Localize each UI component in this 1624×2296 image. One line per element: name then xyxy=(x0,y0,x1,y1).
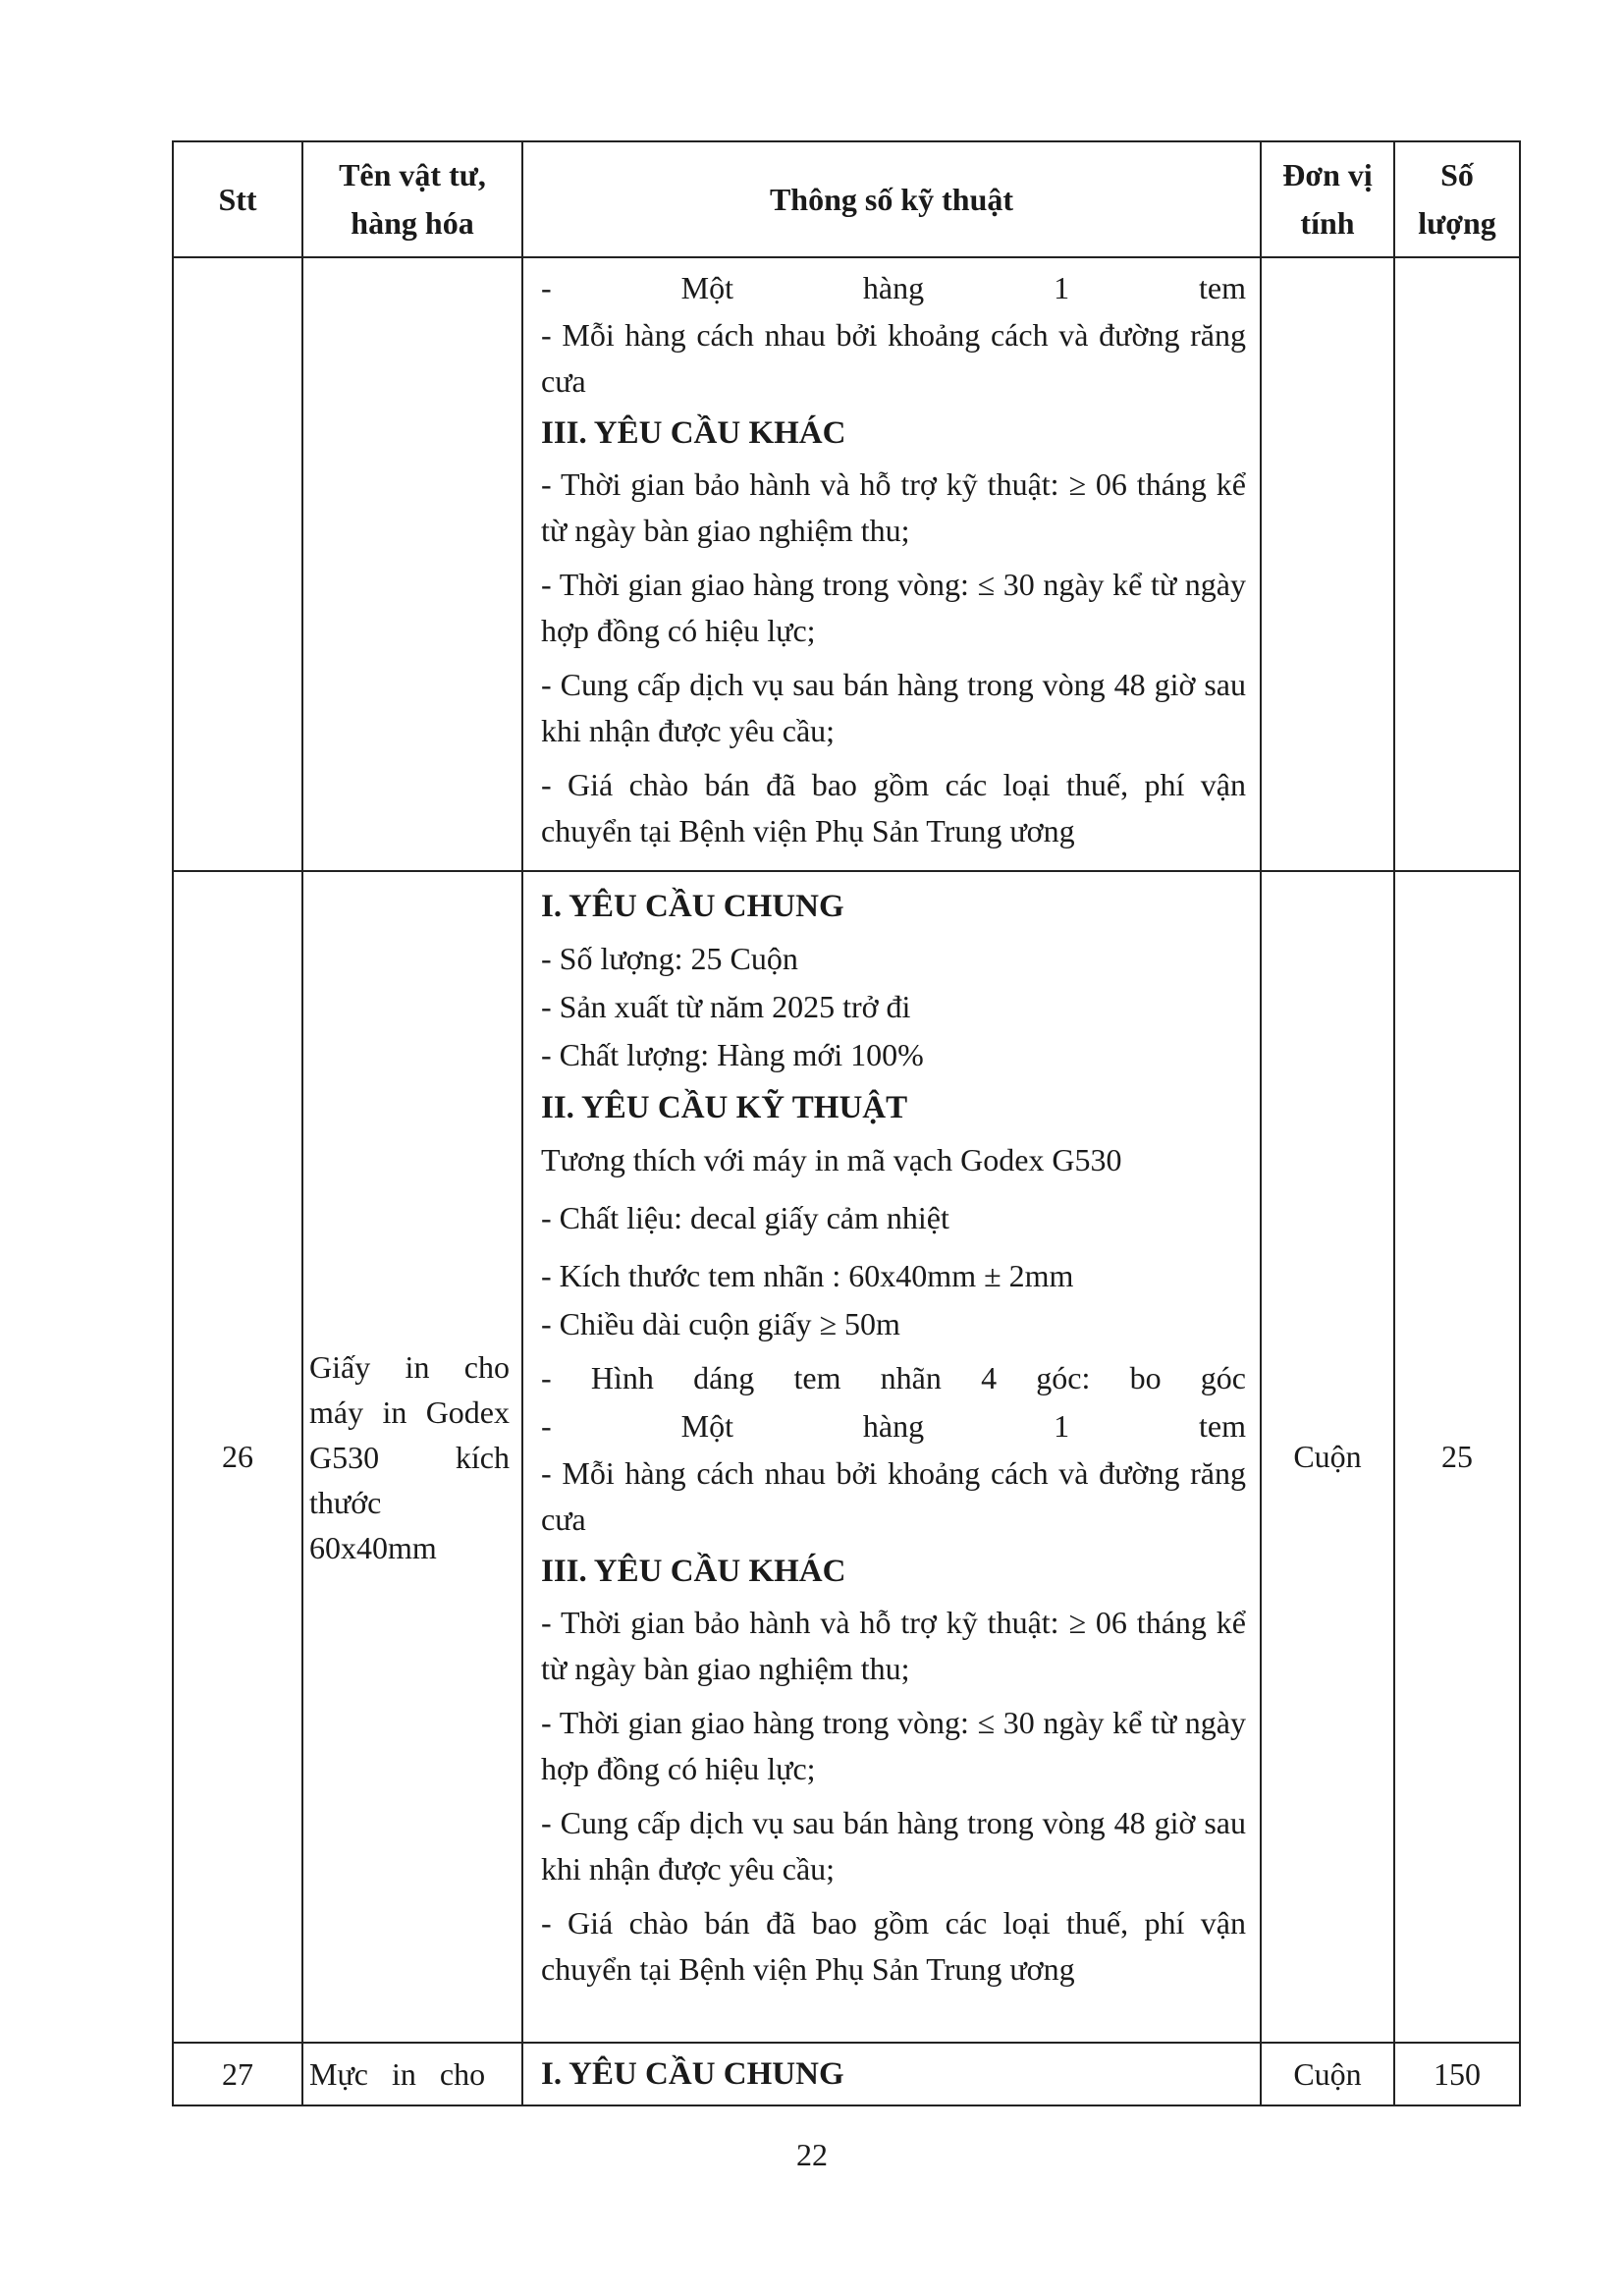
row-name-cell: Giấy in cho máy in Godex G530 kích thước 60x40mm xyxy=(302,871,522,2043)
header-item-name: Tên vật tư, hàng hóa xyxy=(302,141,522,257)
table-row xyxy=(173,257,1520,871)
row-qty-cell: 25 xyxy=(1394,871,1520,2043)
section-heading: I. YÊU CẦU CHUNG xyxy=(541,2056,844,2092)
header-unit: Đơn vị tính xyxy=(1261,141,1394,257)
header-stt: Stt xyxy=(173,141,302,257)
spec-line: - Thời gian giao hàng trong vòng: ≤ 30 ngày kể từ ngày hợp đồng có hiệu lực; xyxy=(541,1705,1246,1786)
spec-line: - Số lượng: 25 Cuộn xyxy=(541,941,798,976)
section-heading: III. YÊU CẦU KHÁC xyxy=(541,1554,846,1589)
spec-line: - Mỗi hàng cách nhau bởi khoảng cách và đường răng cưa xyxy=(541,1455,1246,1537)
spec-line: - Một hàng 1 tem xyxy=(541,270,1246,305)
row-qty-cell: 150 xyxy=(1394,2043,1520,2105)
table-row xyxy=(173,871,1520,2043)
spec-table xyxy=(172,140,1521,2106)
row-stt-cell: 26 xyxy=(173,871,302,2043)
row-spec-cell xyxy=(522,871,1261,2043)
spec-line: - Thời gian bảo hành và hỗ trợ kỹ thuật: ≥ 06 tháng kể từ ngày bàn giao nghiệm thu; xyxy=(541,1605,1246,1686)
row-qty-cell xyxy=(1394,257,1520,871)
spec-line: - Cung cấp dịch vụ sau bán hàng trong vòng 48 giờ sau khi nhận được yêu cầu; xyxy=(541,1805,1246,1886)
row-name-cell xyxy=(302,257,522,871)
spec-line: - Sản xuất từ năm 2025 trở đi xyxy=(541,989,911,1024)
section-heading: II. YÊU CẦU KỸ THUẬT xyxy=(541,1090,908,1125)
spec-line: - Kích thước tem nhãn : 60x40mm ± 2mm xyxy=(541,1258,1074,1293)
row-unit-cell: Cuộn xyxy=(1261,871,1394,2043)
section-heading: III. YÊU CẦU KHÁC xyxy=(541,415,846,451)
spec-line: - Một hàng 1 tem xyxy=(541,1408,1246,1444)
spec-line: Tương thích với máy in mã vạch Godex G530 xyxy=(541,1142,1122,1177)
spec-line: - Chiều dài cuộn giấy ≥ 50m xyxy=(541,1306,900,1341)
row-stt-cell: 27 xyxy=(173,2043,302,2105)
table-row xyxy=(173,2043,1520,2105)
row-name-cell: Mực in cho xyxy=(302,2043,522,2105)
header-quantity: Số lượng xyxy=(1394,141,1520,257)
row-unit-cell xyxy=(1261,257,1394,871)
row-spec-cell xyxy=(522,2043,1261,2105)
spec-line: - Thời gian bảo hành và hỗ trợ kỹ thuật: ≥ 06 tháng kể từ ngày bàn giao nghiệm thu; xyxy=(541,466,1246,548)
row-unit-cell: Cuộn xyxy=(1261,2043,1394,2105)
spec-line: - Hình dáng tem nhãn 4 góc: bo góc xyxy=(541,1360,1246,1395)
page-number: 22 xyxy=(796,2137,828,2172)
spec-line: - Cung cấp dịch vụ sau bán hàng trong vòng 48 giờ sau khi nhận được yêu cầu; xyxy=(541,667,1246,748)
row-stt-cell xyxy=(173,257,302,871)
spec-line: - Mỗi hàng cách nhau bởi khoảng cách và đường răng cưa xyxy=(541,317,1246,399)
spec-line: - Chất lượng: Hàng mới 100% xyxy=(541,1037,924,1072)
row-spec-cell xyxy=(522,257,1261,871)
spec-line: - Giá chào bán đã bao gồm các loại thuế, phí vận chuyển tại Bệnh viện Phụ Sản Trung ương xyxy=(541,767,1246,848)
section-heading: I. YÊU CẦU CHUNG xyxy=(541,889,844,924)
spec-line: - Giá chào bán đã bao gồm các loại thuế, phí vận chuyển tại Bệnh viện Phụ Sản Trung ương xyxy=(541,1905,1246,1987)
table-header-row xyxy=(173,141,1520,257)
spec-line: - Chất liệu: decal giấy cảm nhiệt xyxy=(541,1200,949,1235)
header-specification: Thông số kỹ thuật xyxy=(522,141,1261,257)
spec-line: - Thời gian giao hàng trong vòng: ≤ 30 ngày kể từ ngày hợp đồng có hiệu lực; xyxy=(541,567,1246,648)
